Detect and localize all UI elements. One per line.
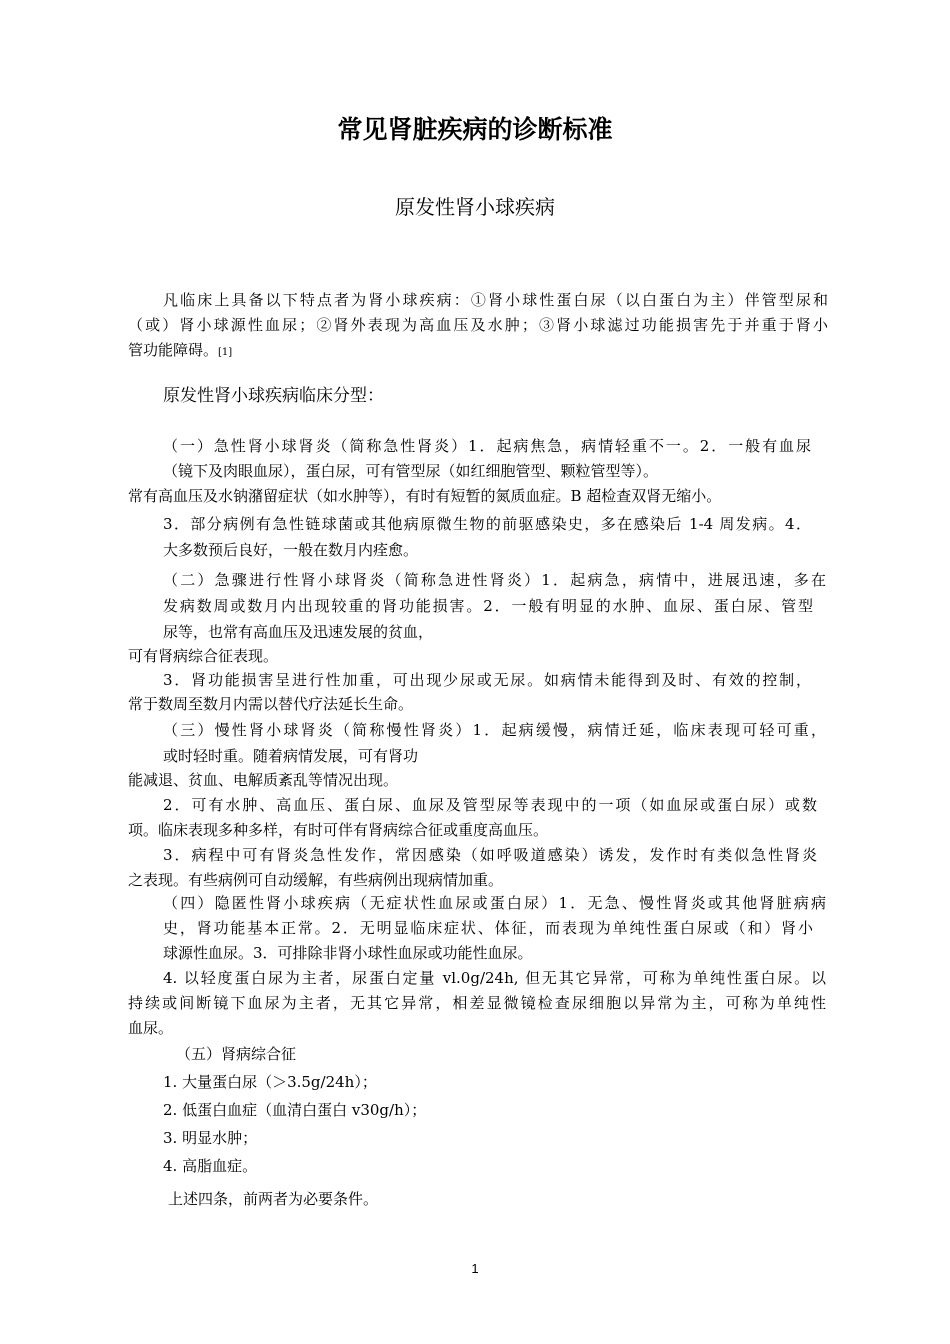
reference-mark: [1] bbox=[218, 347, 233, 358]
paragraph-line: 之表现。有些病例可自动缓解，有些病例出现病情加重。 bbox=[128, 871, 504, 889]
list-item: 4. 高脂血症。 bbox=[163, 1157, 258, 1175]
paragraph-line: 大多数预后良好，一般在数月内痊愈。 bbox=[163, 541, 419, 559]
paragraph-line: 常于数周至数月内需以替代疗法延长生命。 bbox=[128, 695, 414, 713]
paragraph-line: （五）肾病综合征 bbox=[176, 1045, 297, 1063]
paragraph-line: （或）肾小球源性血尿；②肾外表现为高血压及水肿；③肾小球滤过功能损害先于并重于肾小 bbox=[128, 316, 828, 334]
paragraph-line: （三）慢性肾小球肾炎（简称慢性肾炎）1．起病缓慢，病情迁延，临床表现可轻可重， bbox=[163, 721, 826, 739]
paragraph-line bbox=[128, 338, 232, 365]
section-heading: 原发性肾小球疾病 bbox=[395, 195, 555, 219]
paragraph-line-text: 管功能障碍。 bbox=[128, 341, 219, 359]
list-item: 3. 明显水肿； bbox=[163, 1129, 258, 1147]
document-title: 常见肾脏疾病的诊断标准 bbox=[337, 115, 613, 144]
paragraph-line: 或时轻时重。随着病情发展，可有肾功 bbox=[163, 747, 419, 765]
paragraph-line: 上述四条，前两者为必要条件。 bbox=[168, 1190, 379, 1208]
list-item: 1. 大量蛋白尿（＞3.5g/24h）； bbox=[163, 1073, 377, 1091]
paragraph-line: 尿等，也常有高血压及迅速发展的贫血， bbox=[163, 623, 434, 641]
list-item: 2. 低蛋白血症（血清白蛋白 v30g/h）； bbox=[163, 1101, 427, 1119]
paragraph-line: （镜下及肉眼血尿），蛋白尿，可有管型尿（如红细胞管型、颗粒管型等）。 bbox=[163, 462, 659, 480]
paragraph-line: 凡临床上具备以下特点者为肾小球疾病：①肾小球性蛋白尿（以白蛋白为主）伴管型尿和 bbox=[163, 291, 828, 309]
classification-heading: 原发性肾小球疾病临床分型： bbox=[163, 386, 384, 406]
paragraph-line: 3．部分病例有急性链球菌或其他病原微生物的前驱感染史，多在感染后 1-4 周发病。4． bbox=[163, 515, 811, 533]
paragraph-line: 2．可有水肿、高血压、蛋白尿、血尿及管型尿等表现中的一项（如血尿或蛋白尿）或数 bbox=[163, 796, 817, 814]
paragraph-line: 3．病程中可有肾炎急性发作，常因感染（如呼吸道感染）诱发，发作时有类似急性肾炎 bbox=[163, 846, 817, 864]
paragraph-line: （四）隐匿性肾小球疾病（无症状性血尿或蛋白尿）1．无急、慢性肾炎或其他肾脏病病 bbox=[163, 894, 826, 912]
paragraph-line: 持续或间断镜下血尿为主者，无其它异常，相差显微镜检查尿细胞以异常为主，可称为单纯性 bbox=[128, 994, 826, 1012]
paragraph-line: 能减退、贫血、电解质紊乱等情况出现。 bbox=[128, 771, 399, 789]
paragraph-line: 血尿。 bbox=[128, 1019, 174, 1037]
paragraph-line: （一）急性肾小球肾炎（简称急性肾炎）1．起病焦急，病情轻重不一。2．一般有血尿 bbox=[163, 437, 811, 455]
paragraph-line: 发病数周或数月内出现较重的肾功能损害。2．一般有明显的水肿、血尿、蛋白尿、管型 bbox=[163, 597, 813, 615]
paragraph-line: （二）急骤进行性肾小球肾炎（简称急进性肾炎）1．起病急，病情中，进展迅速，多在 bbox=[163, 571, 826, 589]
paragraph-line: 可有肾病综合征表现。 bbox=[128, 647, 279, 665]
paragraph-line: 3．肾功能损害呈进行性加重，可出现少尿或无尿。如病情未能得到及时、有效的控制， bbox=[163, 671, 811, 689]
paragraph-line: 史，肾功能基本正常。2．无明显临床症状、体征，而表现为单纯性蛋白尿或（和）肾小 bbox=[163, 919, 813, 937]
paragraph-line: 项。临床表现多种多样，有时可伴有肾病综合征或重度高血压。 bbox=[128, 821, 549, 839]
paragraph-line: 4. 以轻度蛋白尿为主者，尿蛋白定量 vl.0g/24h, 但无其它异常，可称为单纯性蛋白尿。以 bbox=[163, 969, 826, 987]
paragraph-line: 球源性血尿。3．可排除非肾小球性血尿或功能性血尿。 bbox=[163, 944, 533, 962]
page-number: 1 bbox=[471, 1261, 479, 1276]
paragraph-line: 常有高血压及水钠潴留症状（如水肿等），有时有短暂的氮质血症。B 超检查双肾无缩小。 bbox=[128, 487, 722, 505]
